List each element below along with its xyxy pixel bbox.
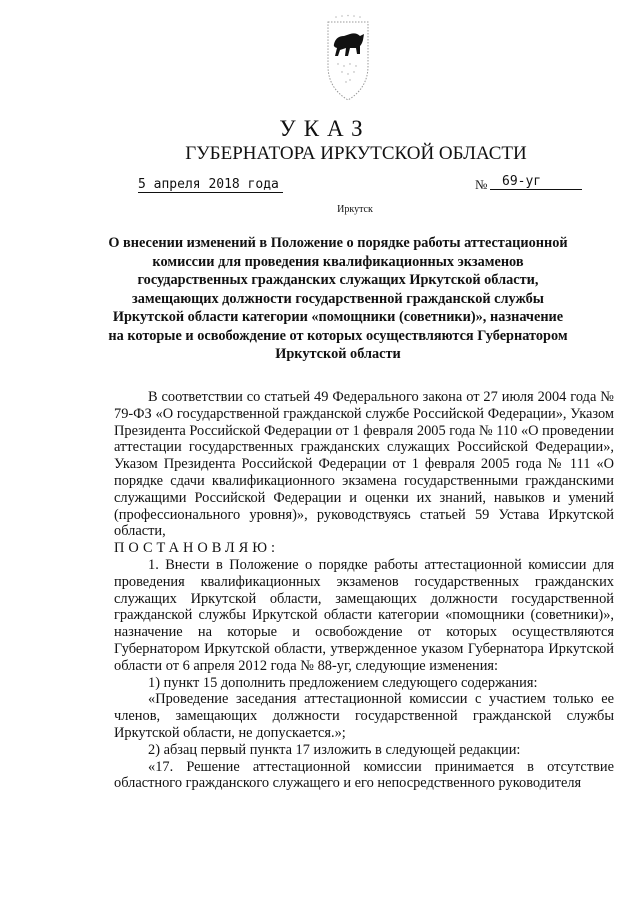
preamble-paragraph: В соответствии со статьей 49 Федерального закона от 27 июля 2004 года № 79-ФЗ «О государственной гражданской службе Российской Федерации», Указом Президента Российской Федерации от 1 февраля 2005 года № 110 «О проведении аттестации государственных гражданских служащих Российской Федерации», Указом Президента Российской Федерации от 1 февраля 2005 года № 111 «О порядке сдачи квалификационного экзамена государственными гражданскими служащими Российской Федерации и оценки их знаний, навыков и умений (профессионального уровня)», руководствуясь статьей 59 Устава Иркутской области, bbox=[114, 389, 614, 540]
irkutsk-emblem-icon bbox=[326, 14, 370, 106]
decree-word: ПОСТАНОВЛЯЮ: bbox=[114, 540, 280, 557]
city-label: Иркутск bbox=[337, 204, 373, 215]
document-type-heading: УКАЗ bbox=[279, 116, 371, 141]
document-date: 5 апреля 2018 года bbox=[138, 177, 283, 193]
subitem-2-paragraph: 2) абзац первый пункта 17 изложить в следующей редакции: bbox=[148, 741, 521, 758]
number-label: № bbox=[475, 177, 488, 192]
document-body bbox=[114, 389, 614, 792]
item-1-paragraph: 1. Внести в Положение о порядке работы аттестационной комиссии для проведения квалификационных экзаменов государственных гражданских служащих Иркутской области, замещающих должности государственной гражданской службы Иркутской области категории «помощники (советники)», назначение на которые и освобождение от которых осуществляются Губернатором Иркутской области, утвержденное указом Губернатора Иркутской области от 6 апреля 2012 года № 88-уг, следующие изменения: bbox=[114, 556, 614, 674]
quote-2-paragraph: «17. Решение аттестационной комиссии принимается в отсутствие областного гражданского служащего и его непосредственного руководителя bbox=[114, 758, 614, 792]
document-title: О внесении изменений в Положение о порядке работы аттестационной комиссии для проведения квалификационных экзаменов государственных гражданских служащих Иркутской области, замещающих должности государственной гражданской службы Иркутской области категории «помощники (советники)», назначение на которые и освобождение от которых осуществляются Губернатором Иркутской области bbox=[108, 235, 568, 362]
subitem-1-paragraph: 1) пункт 15 дополнить предложением следующего содержания: bbox=[148, 674, 538, 691]
document-number: 69-уг bbox=[490, 174, 582, 190]
issuer-heading: ГУБЕРНАТОРА ИРКУТСКОЙ ОБЛАСТИ bbox=[185, 143, 527, 164]
quote-1-paragraph: «Проведение заседания аттестационной комиссии с участием только ее членов, замещающих должности государственной гражданской службы Иркутской области, не допускается.»; bbox=[114, 691, 614, 741]
